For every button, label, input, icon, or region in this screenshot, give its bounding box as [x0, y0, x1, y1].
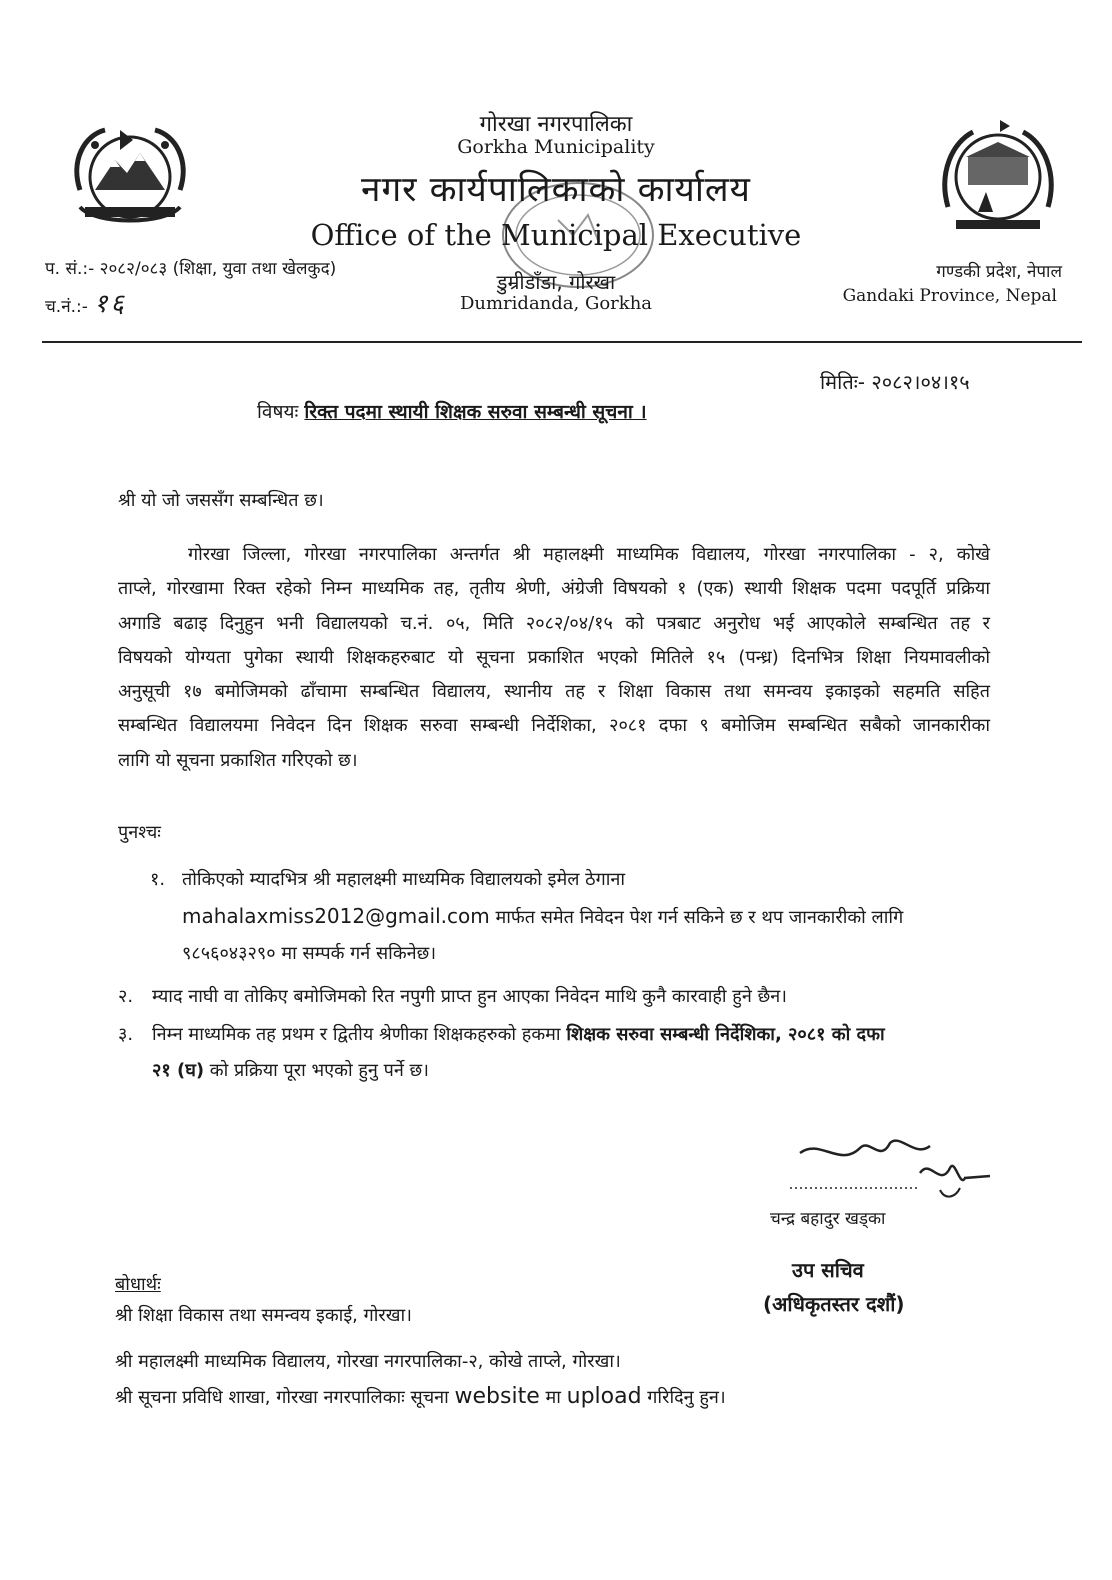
postscript-line: ९८५६०४३२९० मा सम्पर्क गर्न सकिनेछ।	[182, 943, 437, 964]
cc-recipient: श्री महालक्ष्मी माध्यमिक विद्यालय, गोरखा नगरपालिका-२, कोखे ताप्ले, गोरखा।	[115, 1351, 621, 1372]
body-line: ताप्ले, गोरखामा रिक्त रहेको निम्न माध्यमिक तह, तृतीय श्रेणी, अंग्रेजी विषयको १ (एक) स्थायी शिक्षक पदमा पदपूर्ति प्रक्रिया	[118, 578, 990, 600]
cc-recipient: श्री शिक्षा विकास तथा समन्वय इकाई, गोरखा।	[115, 1305, 412, 1326]
signer-title: उप सचिव	[792, 1258, 864, 1282]
letter-subject	[257, 398, 647, 424]
body-line: लागि यो सूचना प्रकाशित गरिएको छ।	[118, 749, 358, 771]
postscript-number: १.	[150, 869, 166, 890]
cc-text: श्री सूचना प्रविधि शाखा, गोरखा नगरपालिकाः सूचना	[115, 1387, 455, 1408]
dispatch-number-label: च.नं.:-	[45, 297, 88, 317]
province-name-np: गण्डकी प्रदेश, नेपाल	[936, 262, 1062, 282]
body-line: अनुसूची १७ बमोजिमको ढाँचामा सम्बन्धित विद्यालय, स्थानीय तह र शिक्षा विकास तथा समन्वय इकाइको सहमति सहित	[118, 681, 990, 703]
postscript-number: २.	[118, 986, 134, 1007]
postscript-item-2	[118, 979, 988, 1015]
postscript-text: निम्न माध्यमिक तह प्रथम र द्वितीय श्रेणीका शिक्षकहरुको हकमा	[152, 1024, 567, 1045]
letter-date: मितिः- २०८२।०४।१५	[820, 370, 970, 394]
reference-number: प. सं.:- २०८२/०८३ (शिक्षा, युवा तथा खेलकुद)	[45, 259, 337, 279]
signer-rank: (अधिकृतस्तर दशौं)	[763, 1292, 905, 1316]
organization-name-en: Gorkha Municipality	[457, 136, 655, 158]
cc-text-upload: upload	[566, 1384, 642, 1409]
subject-label: विषयः	[257, 401, 299, 423]
postscript-bold-text: शिक्षक सरुवा सम्बन्धी निर्देशिका, २०८१ को दफा	[566, 1024, 885, 1045]
postscript-item-1	[150, 862, 980, 972]
body-line: विषयको योग्यता पुगेका स्थायी शिक्षकहरुबाट यो सूचना प्रकाशित भएको मितिले १५ (पन्ध्र) दिनभित्र शिक्षा नियमावलीको	[118, 646, 990, 668]
cc-text: गरिदिनु हुन।	[641, 1387, 726, 1408]
subject-text: रिक्त पदमा स्थायी शिक्षक सरुवा सम्बन्धी सूचना ।	[304, 401, 647, 423]
postscript-line-rest: मार्फत समेत निवेदन पेश गर्न सकिने छ र थप जानकारीको लागि	[489, 907, 904, 928]
header-divider	[42, 341, 1082, 343]
school-email: mahalaxmiss2012@gmail.com	[182, 904, 490, 928]
postscript-number: ३.	[118, 1024, 134, 1045]
postscript-text	[182, 862, 980, 972]
cc-text-website: website	[454, 1384, 540, 1409]
dispatch-number-value: १६	[93, 289, 127, 319]
postscript-bold-text: २१ (घ)	[152, 1060, 205, 1081]
handwritten-signature-icon	[790, 1128, 1000, 1208]
salutation: श्री यो जो जससँग सम्बन्धित छ।	[118, 490, 324, 511]
dispatch-number	[45, 284, 127, 320]
postscript-item-3	[118, 1017, 988, 1089]
cc-label: बोधार्थः	[115, 1274, 161, 1295]
letter-body	[118, 538, 990, 778]
organization-name-np: गोरखा नगरपालिका	[479, 112, 633, 137]
cc-text: मा	[539, 1387, 567, 1408]
postscript-line	[152, 1053, 988, 1089]
postscript-label: पुनश्चः	[118, 822, 161, 843]
postscript-text: को प्रक्रिया पूरा भएको हुनु पर्ने छ।	[204, 1060, 429, 1081]
office-location-np: डुम्रीडाँडा, गोरखा	[496, 270, 616, 294]
office-title-en: Office of the Municipal Executive	[310, 218, 802, 252]
signer-name: चन्द्र बहादुर खड्का	[770, 1209, 886, 1229]
postscript-line: तोकिएको म्यादभित्र श्री महालक्ष्मी माध्यमिक विद्यालयको इमेल ठेगाना	[182, 869, 626, 890]
cc-recipient	[115, 1384, 726, 1409]
body-line: गोरखा जिल्ला, गोरखा नगरपालिका अन्तर्गत श्री महालक्ष्मी माध्यमिक विद्यालय, गोरखा नगरपालिका - २, कोखे	[188, 544, 990, 565]
body-line: सम्बन्धित विद्यालयमा निवेदन दिन शिक्षक सरुवा सम्बन्धी निर्देशिका, २०८१ दफा ९ बमोजिम सम्बन्धित सबैको जानकारीका	[118, 715, 990, 737]
office-location-en: Dumridanda, Gorkha	[459, 293, 653, 314]
postscript-text: म्याद नाघी वा तोकिए बमोजिमको रित नपुगी प्राप्त हुन आएका निवेदन माथि कुनै कारवाही हुने छैन।	[152, 986, 788, 1007]
office-title-np: नगर कार्यपालिकाको कार्यालय	[361, 170, 751, 210]
postscript-line	[118, 1017, 988, 1053]
province-name-en: Gandaki Province, Nepal	[842, 286, 1057, 306]
postscript-line	[182, 898, 980, 936]
body-line: अगाडि बढाइ दिनुहुन भनी विद्यालयको च.नं. ०५, मिति २०८२/०४/१५ को पत्रबाट अनुरोध भई आएकोले सम्बन्धित तह र	[118, 612, 990, 634]
